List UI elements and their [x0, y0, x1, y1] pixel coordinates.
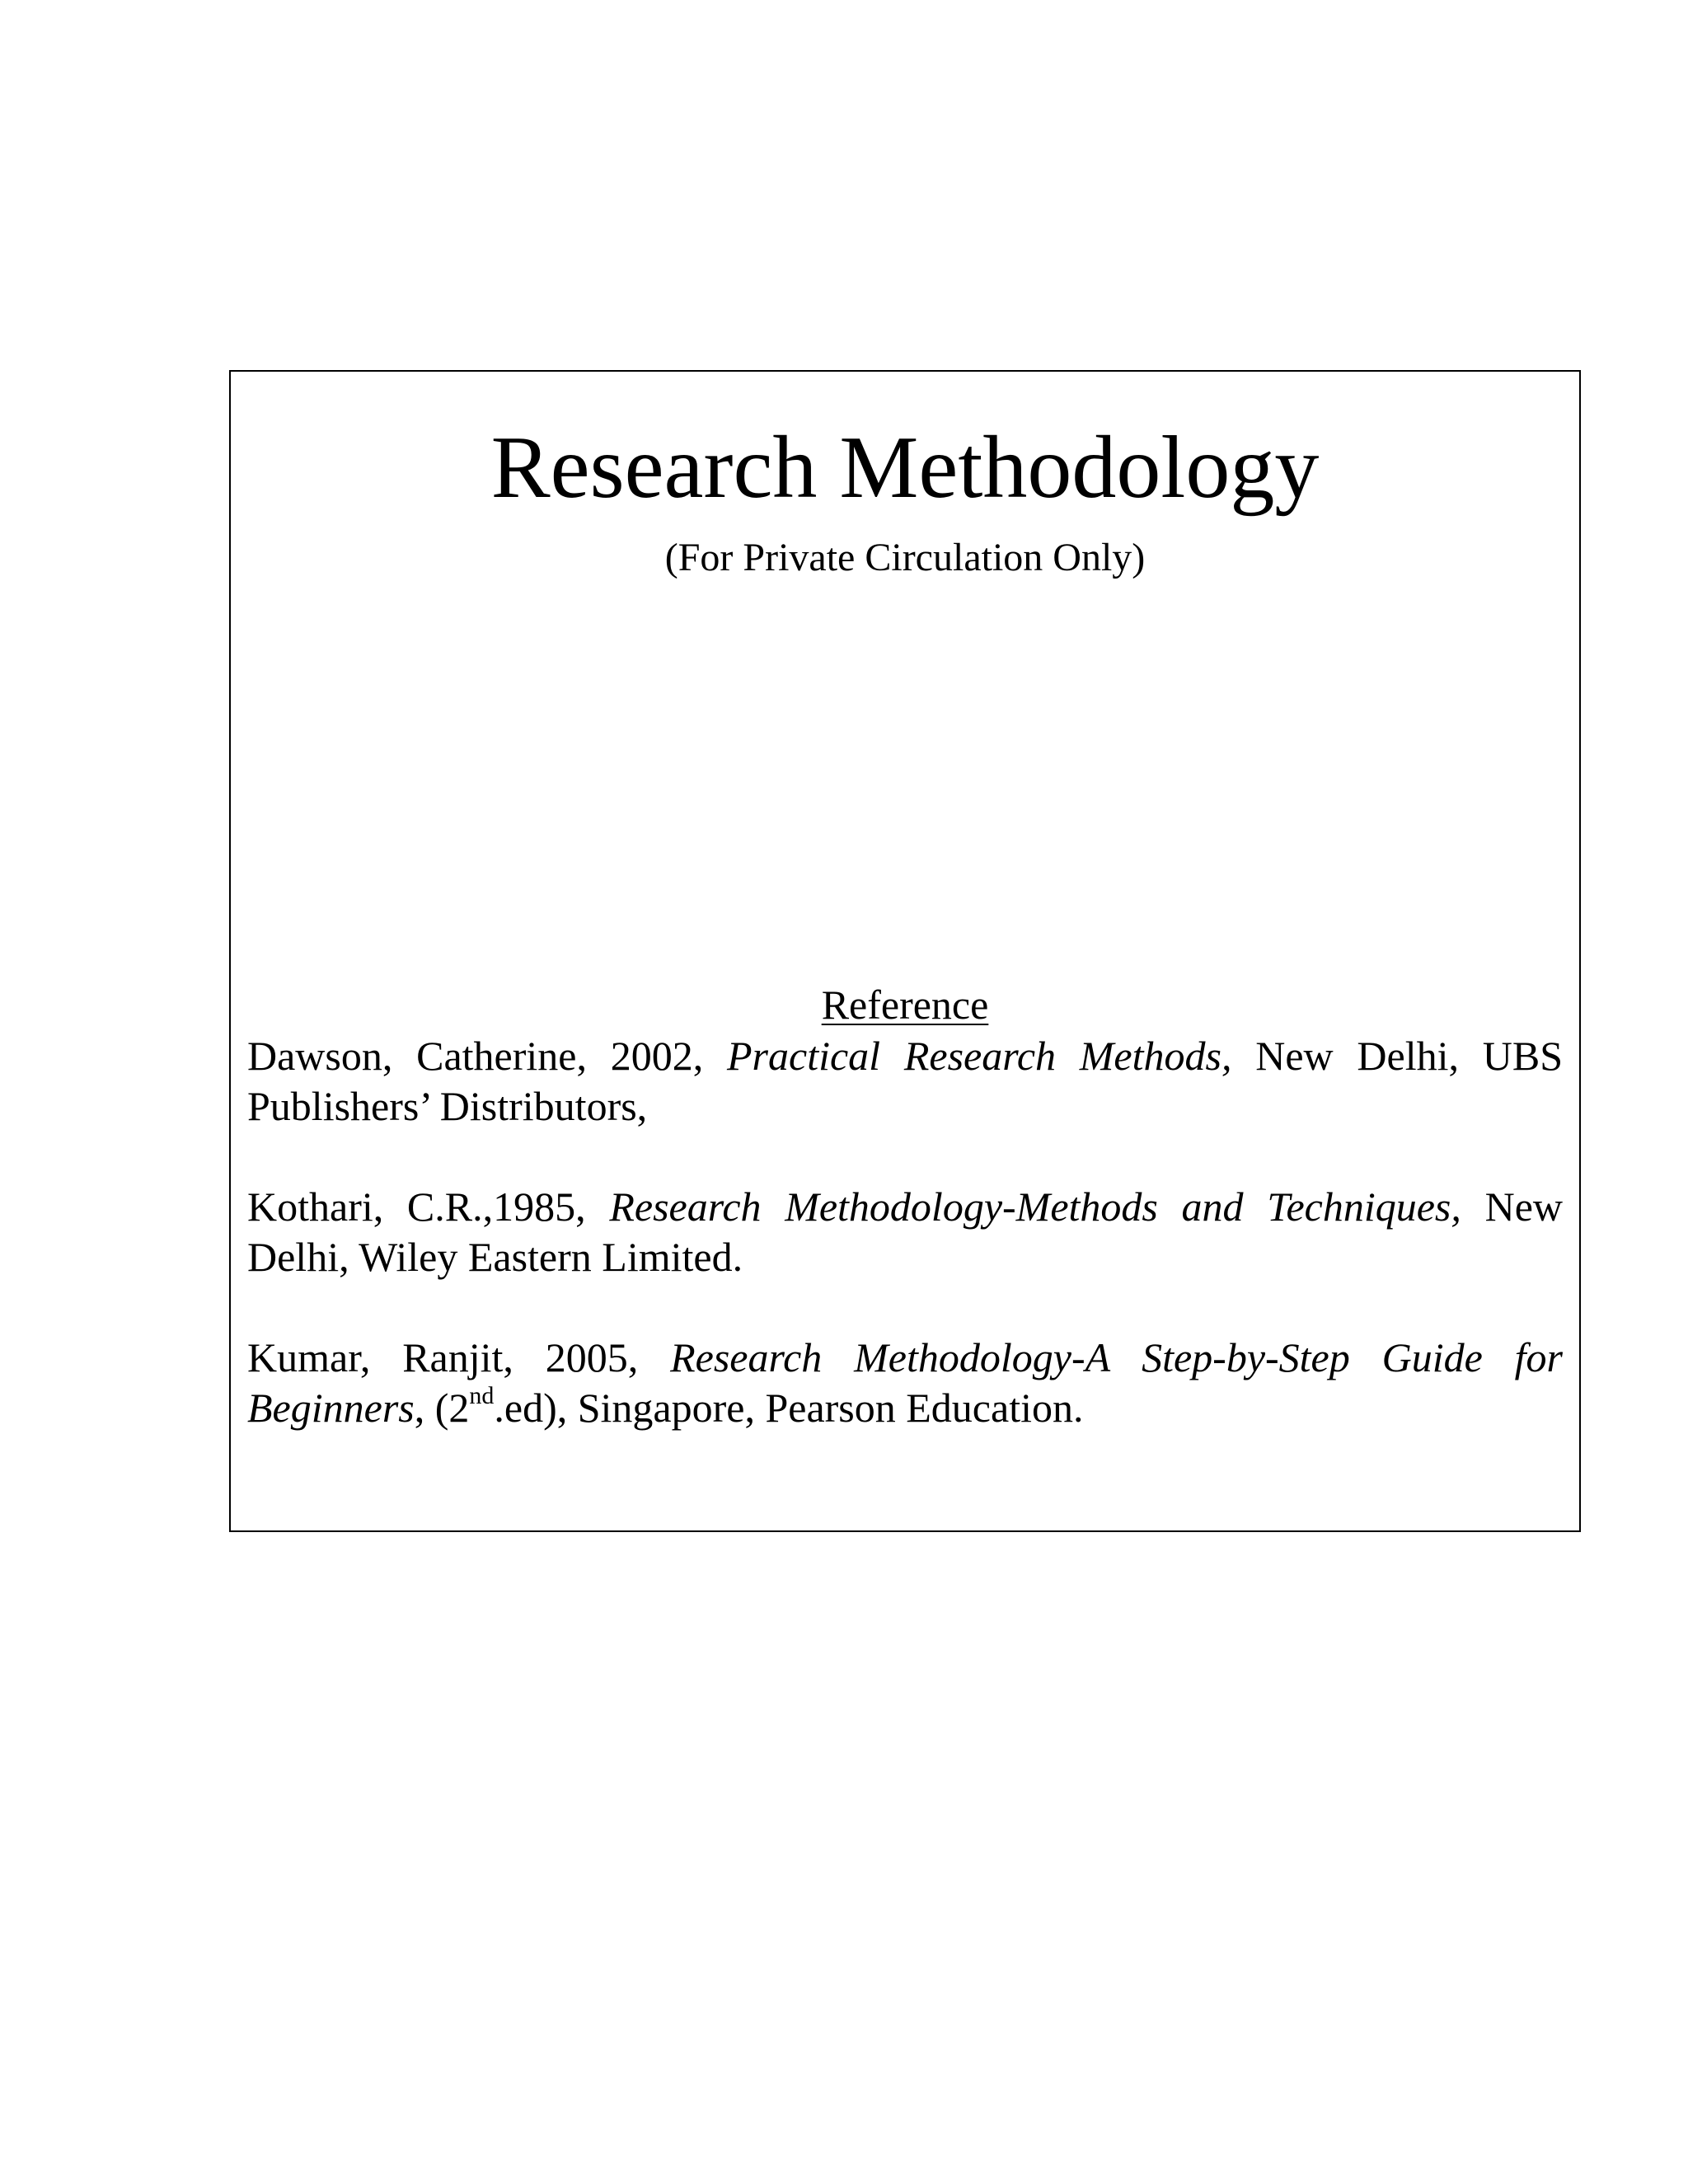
document-subtitle: (For Private Circulation Only) — [664, 536, 1146, 579]
reference-entry-kumar — [247, 1333, 1563, 1433]
reference-publication-details: New Delhi, UBS Publishers’ Distributors, — [247, 1033, 1564, 1129]
reference-author-year: Dawson, Catherine, 2002, — [247, 1033, 728, 1079]
reference-work-title: Research Methodology-A Step-by-Step Guide for Beginners — [247, 1334, 1563, 1431]
reference-entry-kothari — [247, 1182, 1563, 1282]
reference-edition-prefix: , (2 — [414, 1385, 470, 1431]
reference-list — [247, 1031, 1563, 1483]
reference-heading: Reference — [821, 982, 989, 1028]
reference-work-title: Practical Research Methods, — [727, 1033, 1232, 1079]
reference-author-year: Kumar, Ranjit, 2005, — [247, 1334, 671, 1380]
reference-edition-superscript: nd — [469, 1382, 495, 1409]
reference-author-year: Kothari, C.R.,1985, — [247, 1183, 610, 1230]
reference-work-title: Research Methodology-Methods and Techniques, — [609, 1183, 1461, 1230]
reference-publication-details: New Delhi, Wiley Eastern Limited. — [247, 1183, 1563, 1280]
document-title: Research Methodology — [490, 419, 1320, 517]
reference-entry-dawson — [247, 1031, 1563, 1132]
reference-edition-suffix: .ed), Singapore, Pearson Education. — [494, 1385, 1084, 1431]
title-frame — [229, 370, 1581, 1532]
